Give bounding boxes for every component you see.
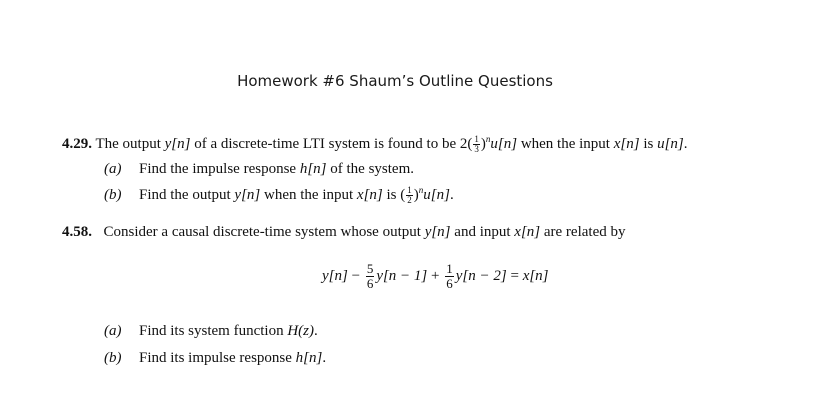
problem-number: 4.58. bbox=[62, 224, 92, 240]
problem-429-part-b bbox=[104, 185, 454, 205]
part-label: (b) bbox=[104, 187, 122, 203]
denominator: 6 bbox=[446, 276, 453, 291]
problem-number: 4.29. bbox=[62, 136, 92, 152]
part-label: (b) bbox=[104, 350, 122, 366]
denominator: 2 bbox=[407, 195, 412, 206]
text: Consider a causal discrete-time system whose output bbox=[103, 224, 425, 240]
text: is ( bbox=[382, 187, 406, 203]
text: . bbox=[322, 350, 327, 366]
problem-429-part-a bbox=[104, 161, 414, 178]
text: ) bbox=[413, 187, 419, 203]
exponent: n bbox=[418, 185, 424, 195]
math: x[n] bbox=[613, 136, 640, 152]
numerator: 1 bbox=[407, 185, 412, 196]
text: and input bbox=[450, 224, 515, 240]
math: y[n] bbox=[164, 136, 191, 152]
math: u[n] bbox=[657, 136, 684, 152]
math: H(z) bbox=[287, 323, 315, 339]
math: x[n] bbox=[522, 267, 549, 284]
fraction bbox=[406, 186, 413, 205]
text: Find the impulse response bbox=[139, 161, 300, 177]
difference-equation bbox=[322, 262, 549, 291]
exponent: n bbox=[485, 134, 491, 144]
text: . bbox=[449, 187, 454, 203]
operator: + bbox=[427, 267, 444, 284]
text: when the input bbox=[260, 187, 357, 203]
problem-458-part-b bbox=[104, 350, 326, 367]
math: h[n] bbox=[299, 161, 327, 177]
text: Find its system function bbox=[139, 323, 288, 339]
text: . bbox=[314, 323, 318, 339]
math: y[n − 2] bbox=[455, 267, 507, 284]
fraction bbox=[445, 262, 454, 291]
problem-458-statement bbox=[62, 224, 626, 241]
operator: = bbox=[506, 267, 523, 284]
math: h[n] bbox=[295, 350, 323, 366]
text: Find the output bbox=[139, 187, 235, 203]
math: y[n] bbox=[322, 267, 348, 284]
text: ) bbox=[480, 136, 486, 152]
numerator: 1 bbox=[446, 261, 453, 276]
text: when the input bbox=[517, 136, 614, 152]
math: u[n] bbox=[423, 187, 450, 203]
part-label: (a) bbox=[104, 323, 122, 339]
text: are related by bbox=[540, 224, 626, 240]
page-title: Homework #6 Shaum’s Outline Questions bbox=[237, 72, 553, 90]
math: x[n] bbox=[514, 224, 541, 240]
text: of a discrete-time LTI system is found to be 2( bbox=[190, 136, 473, 152]
math: u[n] bbox=[490, 136, 518, 152]
math: y[n] bbox=[424, 224, 451, 240]
operator: − bbox=[347, 267, 364, 284]
math: y[n] bbox=[234, 187, 261, 203]
denominator: 3 bbox=[474, 144, 479, 155]
numerator: 1 bbox=[474, 134, 479, 145]
fraction bbox=[473, 135, 480, 154]
text: . bbox=[683, 136, 688, 152]
fraction bbox=[366, 262, 375, 291]
math: y[n − 1] bbox=[376, 267, 428, 284]
numerator: 5 bbox=[366, 261, 374, 276]
denominator: 6 bbox=[366, 276, 374, 291]
text: of the system. bbox=[326, 161, 415, 177]
text: The output bbox=[95, 136, 165, 152]
math: x[n] bbox=[356, 187, 383, 203]
problem-458-part-a bbox=[104, 323, 318, 340]
part-label: (a) bbox=[104, 161, 122, 177]
text: is bbox=[639, 136, 658, 152]
problem-429-statement bbox=[62, 134, 688, 154]
text: Find its impulse response bbox=[139, 350, 296, 366]
